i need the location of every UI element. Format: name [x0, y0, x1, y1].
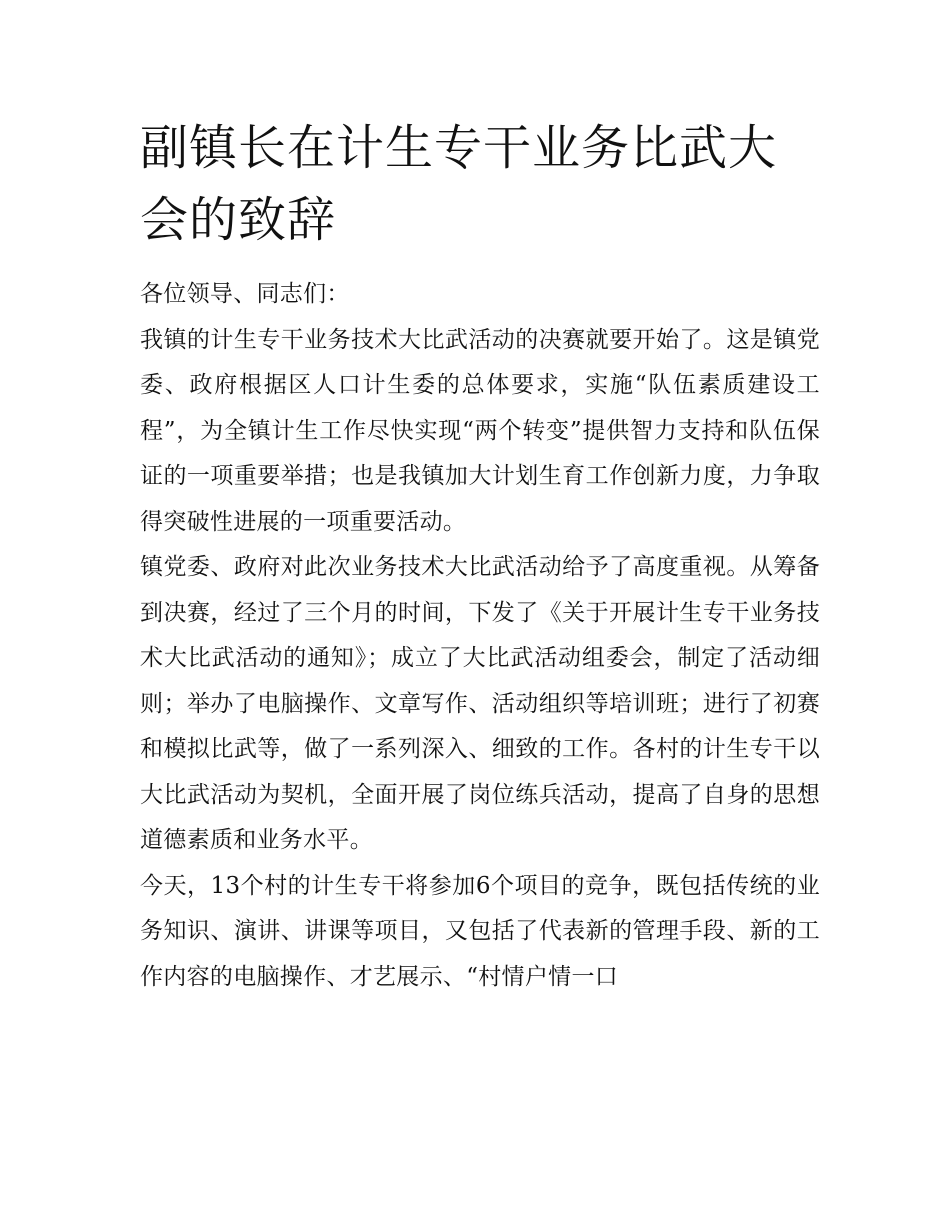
document-title: 副镇长在计生专干业务比武大会的致辞	[140, 120, 778, 248]
document-page	[140, 112, 820, 1000]
greeting-line: 各位领导、同志们：	[140, 281, 350, 307]
paragraph-2: 镇党委、政府对此次业务技术大比武活动给予了高度重视。从筹备到决赛，经过了三个月的时间，下发了《关于开展计生专干业务技术大比武活动的通知》；成立了大比武活动组委会，制定了活动细则；举办了电脑操作、文章写作、活动组织等培训班；进行了初赛和模拟比武等，做了一系列深入、细致的工作。各村的计生专干以大比武活动为契机，全面开展了岗位练兵活动，提高了自身的思想道德素质和业务水平。	[140, 554, 820, 853]
paragraph-3: 今天，13个村的计生专干将参加6个项目的竞争，既包括传统的业务知识、演讲、讲课等项目，又包括了代表新的管理手段、新的工作内容的电脑操作、才艺展示、“村情户情一口	[140, 872, 820, 990]
paragraph-1: 我镇的计生专干业务技术大比武活动的决赛就要开始了。这是镇党委、政府根据区人口计生委的总体要求，实施“队伍素质建设工程”，为全镇计生工作尽快实现“两个转变”提供智力支持和队伍保证的一项重要举措；也是我镇加大计划生育工作创新力度，力争取得突破性进展的一项重要活动。	[140, 326, 820, 535]
